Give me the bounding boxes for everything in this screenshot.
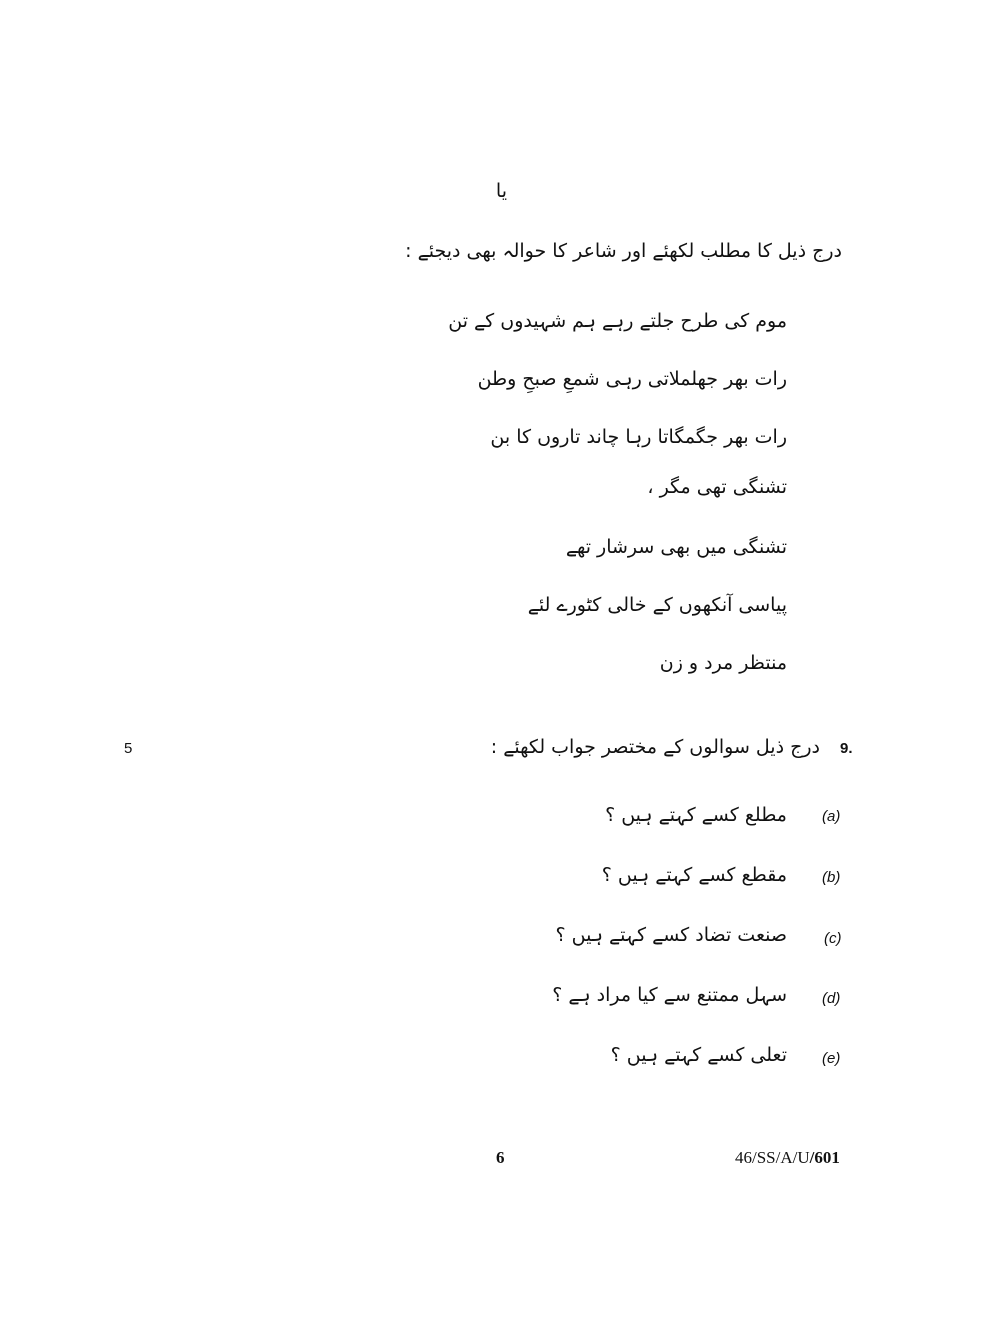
part-question: مقطع کسے کہتے ہیں ؟ [601,864,787,886]
poem-line: تشنگی تھی مگر ، [647,476,787,498]
part-label: (c) [824,930,842,947]
poem-line: پیاسی آنکھوں کے خالی کٹورے لئے [527,594,787,616]
paper-code-separator: / [809,1148,815,1167]
poem-line: رات بھر جھلملاتی رہی شمعِ صبحِ وطن [477,368,787,390]
part-label: (a) [822,808,841,825]
paper-code-suffix: 601 [814,1148,840,1167]
question-9-marks: 5 [124,740,133,757]
part-label: (d) [822,990,841,1007]
part-question: صنعت تضاد کسے کہتے ہیں ؟ [555,924,787,946]
poem-line: منتظر مرد و زن [659,652,787,674]
paper-code [735,1148,840,1168]
poem-line: تشنگی میں بھی سرشار تھے [565,536,787,558]
question-9-instruction: درج ذیل سوالوں کے مختصر جواب لکھئے : [490,736,820,758]
question-8-instruction: درج ذیل کا مطلب لکھئے اور شاعر کا حوالہ بھی دیجئے : [405,240,842,262]
part-label: (e) [822,1050,841,1067]
part-label: (b) [822,869,841,886]
part-question: تعلی کسے کہتے ہیں ؟ [610,1044,787,1066]
part-question: سہل ممتنع سے کیا مراد ہے ؟ [552,984,787,1006]
poem-line: رات بھر جگمگاتا رہا چاند تاروں کا بن [490,426,787,448]
poem-line: موم کی طرح جلتے رہے ہم شہیدوں کے تن [448,310,787,332]
page-number: 6 [496,1148,505,1167]
paper-code-prefix: 46/SS/A/U [735,1148,810,1167]
or-word: یا [495,180,507,202]
question-9-number: 9. [840,740,853,757]
part-question: مطلع کسے کہتے ہیں ؟ [605,804,787,826]
